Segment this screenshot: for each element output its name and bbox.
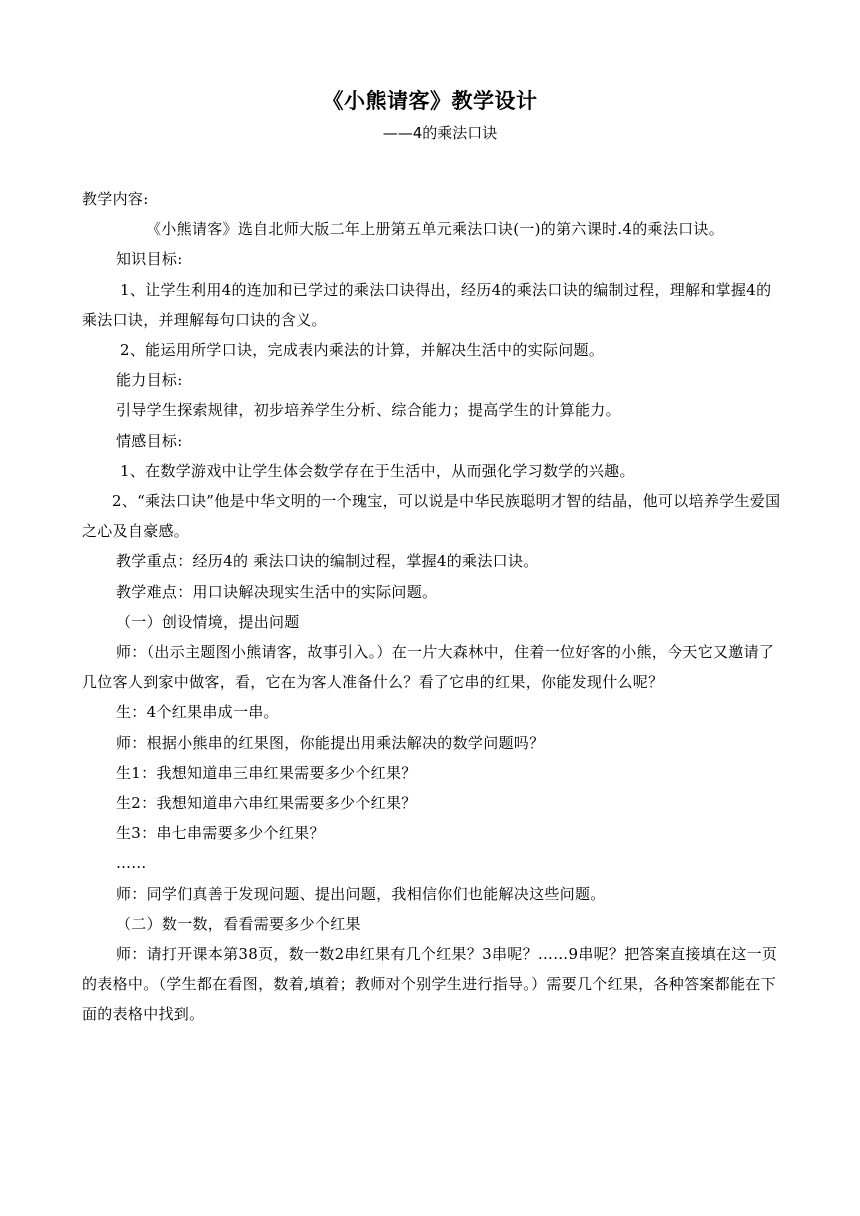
paragraph: 2、能运用所学口诀，完成表内乘法的计算，并解决生活中的实际问题。 xyxy=(120,341,605,360)
paragraph: 1、在数学游戏中让学生体会数学存在于生活中，从而强化学习数学的兴趣。 xyxy=(120,461,635,480)
paragraph: 生3：串七串需要多少个红果？ xyxy=(116,824,325,843)
paragraph: 2、“乘法口诀”他是中华文明的一个瑰宝，可以说是中华民族聪明才智的结晶，他可以培养学生爱国之心及自豪感。 xyxy=(82,492,781,541)
paragraph: 生1：我想知道串三串红果需要多少个红果？ xyxy=(116,763,417,782)
paragraph: 生：4个红果串成一串。 xyxy=(116,703,279,722)
paragraph: 知识目标: xyxy=(116,250,183,269)
document-subtitle: ——4的乘法口诀 xyxy=(382,124,498,142)
paragraph: 能力目标: xyxy=(116,371,183,390)
paragraph: 教学内容: xyxy=(82,190,149,208)
paragraph: （一）创设情境，提出问题 xyxy=(116,612,300,631)
paragraph: 引导学生探索规律，初步培养学生分析、综合能力；提高学生的计算能力。 xyxy=(116,401,621,420)
paragraph: 《小熊请客》选自北师大版二年上册第五单元乘法口诀(一)的第六课时.4的乘法口诀。 xyxy=(146,220,725,239)
paragraph: 教学难点：用口诀解决现实生活中的实际问题。 xyxy=(116,582,438,601)
paragraph: 生2：我想知道串六串红果需要多少个红果？ xyxy=(116,794,417,813)
paragraph: …… xyxy=(116,854,147,873)
paragraph: 师：同学们真善于发现问题、提出问题，我相信你们也能解决这些问题。 xyxy=(116,884,606,903)
paragraph: 师：请打开课本第38页，数一数2串红果有几个红果？3串呢？……9串呢？把答案直接填在这一页的表格中。（学生都在看图，数着,填着；教师对个别学生进行指导。）需要几个红果，各种答案都能在下面的表格中找到。 xyxy=(82,945,778,1024)
paragraph: 教学重点：经历4的 乘法口诀的编制过程，掌握4的乘法口诀。 xyxy=(116,552,539,571)
paragraph: 1、让学生利用4的连加和已学过的乘法口诀得出，经历4的乘法口诀的编制过程，理解和掌握4的乘法口诀，并理解每句口诀的含义。 xyxy=(82,280,772,329)
document-title: 《小熊请客》教学设计 xyxy=(322,89,538,113)
paragraph: （二）数一数，看看需要多少个红果 xyxy=(116,914,361,933)
document-body xyxy=(82,184,782,1030)
paragraph: 师：（出示主题图小熊请客，故事引入。）在一片大森林中，住着一位好客的小熊，今天它又邀请了几位客人到家中做客，看，它在为客人准备什么？看了它串的红果，你能发现什么呢？ xyxy=(82,643,775,692)
paragraph: 师：根据小熊串的红果图，你能提出用乘法解决的数学问题吗？ xyxy=(116,733,545,752)
paragraph: 情感目标: xyxy=(116,431,183,450)
